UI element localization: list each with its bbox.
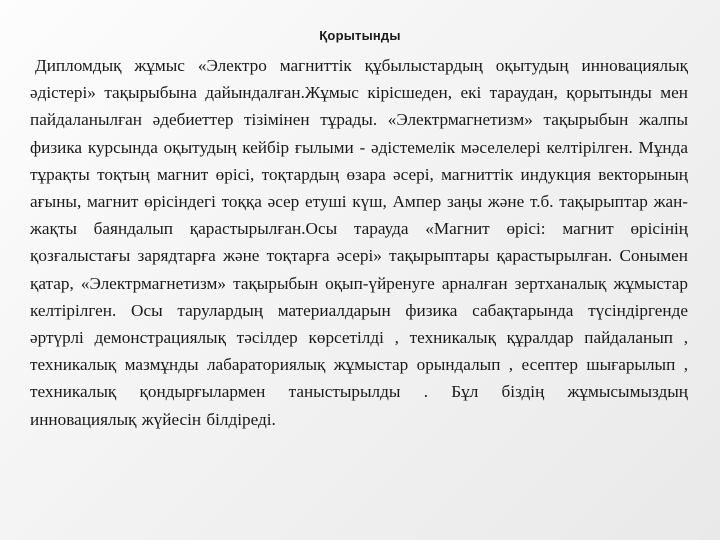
slide-title: Қорытынды xyxy=(319,28,401,43)
conclusion-paragraph: Дипломдық жұмыс «Электро магниттік құбылыстардың оқытудың инновациялық әдістері» тақырыбына дайындалған.Жұмыс кірісшеден, екі тараудан, қорытынды мен пайдаланылған әдебиеттер тізімінен тұрады. «Электрмагнетизм» тақырыбын жалпы физика курсында оқытудың кейбір ғылыми - әдістемелік мәселелері келтірілген. Мұнда тұрақты тоқтың магнит өрісі, тоқтардың өзара әсері, магниттік индукция векторының ағыны, магнит өрісіндегі тоққа әсер етуші күш, Ампер заңы және т.б. тақырыптар жан-жақты баяндалып қарастырылған.Осы тарауда «Магнит өрісі: магнит өрісінің қозғалыстағы зарядтарға және тоқтарға әсері» тақырыптары қарастырылған. Сонымен қатар, «Электрмагнетизм» тақырыбын оқып-үйренуге арналған зертханалық жұмыстар келтірілген. Осы тарулардың материалдарын физика сабақтарында түсіндіргенде әртүрлі демонстрациялық тәсілдер көрсетілді , техникалық құралдар пайдаланып , техникалық мазмұнды лабараториялық жұмыстар орындалып , есептер шығарылып , техникалық қондырғылармен таныстырылды . Бұл біздің жұмысымыздың инновациялық жүйесін білдіреді. xyxy=(30,56,688,429)
